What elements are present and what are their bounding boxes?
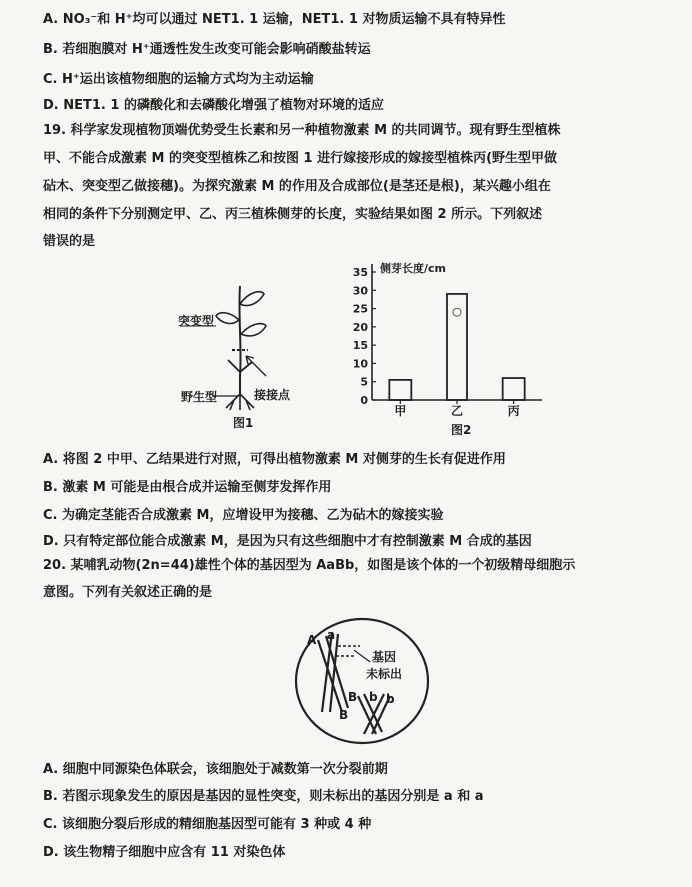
q19-stem-line-4: 相同的条件下分别测定甲、乙、丙三植株侧芽的长度，实验结果如图 2 所示。下列叙述 [43, 207, 543, 222]
leaf [240, 292, 264, 306]
note-pointer [354, 650, 370, 662]
q20-option-d: D. 该生物精子细胞中应含有 11 对染色体 [43, 845, 286, 860]
q19-option-c: C. 为确定茎能否合成激素 M，应增设甲为接穗、乙为砧木的嫁接实验 [43, 508, 444, 523]
leaf [216, 313, 239, 324]
q20-option-b: B. 若图示现象发生的原因是基因的显性突变，则未标出的基因分别是 a 和 a [43, 789, 484, 804]
gene-note-line-1: 基因 [372, 650, 397, 664]
y-tick-label: 35 [352, 266, 368, 279]
gene-b-2: b [386, 692, 395, 706]
gene-B-top: B [348, 690, 358, 704]
q20-option-c: C. 该细胞分裂后形成的精细胞基因型可能有 3 种或 4 种 [43, 817, 372, 832]
bar-3 [503, 378, 525, 400]
x-tick-label: 甲 [394, 404, 407, 418]
y-tick-label: 5 [360, 375, 368, 389]
q19-option-a: A. 将图 2 中甲、乙结果进行对照，可得出植物激素 M 对侧芽的生长有促进作用 [43, 452, 506, 467]
label-wild: 野生型 [181, 390, 218, 404]
q19-stem-line-1: 19. 科学家发现植物顶端优势受生长素和另一种植物激素 M 的共同调节。现有野生型植株 [43, 123, 561, 138]
q18-option-a: A. NO₃⁻和 H⁺均可以通过 NET1. 1 运输，NET1. 1 对物质运输不具有特异性 [43, 12, 506, 27]
q19-option-d: D. 只有特定部位能合成激素 M，是因为只有这些细胞中才有控制激素 M 合成的基因 [43, 534, 532, 549]
q20-option-a: A. 细胞中同源染色体联会，该细胞处于减数第一次分裂前期 [43, 762, 388, 777]
y-tick-label: 25 [352, 302, 368, 316]
q20-stem-line-2: 意图。下列有关叙述正确的是 [43, 585, 213, 600]
y-tick-label: 0 [360, 394, 368, 407]
x-tick-label: 丙 [507, 404, 520, 418]
figure1-caption: 图1 [233, 416, 254, 430]
q18-option-d: D. NET1. 1 的磷酸化和去磷酸化增强了植物对环境的适应 [43, 98, 384, 113]
q19-stem-line-2: 甲、不能合成激素 M 的突变型植株乙和按图 1 进行嫁接形成的嫁接型植株丙(野生型甲做 [43, 151, 558, 166]
q19-stem-line-3: 砧木、突变型乙做接穗)。为探究激素 M 的作用及合成部位(是茎还是根)，某兴趣小组在 [43, 179, 551, 194]
bar-2 [447, 294, 467, 400]
q18-option-c: C. H⁺运出该植物细胞的运输方式均为主动运输 [43, 72, 314, 87]
y-tick-label: 15 [352, 339, 368, 353]
y-tick-label: 10 [352, 357, 368, 371]
figure2-bar-chart [340, 258, 570, 418]
gene-A: A [307, 633, 317, 647]
q19-option-b: B. 激素 M 可能是由根合成并运输至侧芽发挥作用 [43, 480, 332, 495]
bar-mark [453, 308, 461, 316]
label-graft-point: 接接点 [254, 388, 291, 402]
q19-stem-line-5: 错误的是 [43, 234, 96, 249]
gene-B-bottom: B [339, 708, 349, 722]
y-tick-label: 20 [352, 320, 368, 334]
q20-stem-line-1: 20. 某哺乳动物(2n=44)雄性个体的基因型为 AaBb，如图是该个体的一个初级精母细胞示 [43, 558, 576, 573]
leaf [241, 324, 266, 336]
graft-pointer-arrow [246, 356, 266, 376]
gene-b-1: b [369, 690, 378, 704]
gene-a: a [327, 628, 336, 642]
label-mutant: 突变型 [178, 314, 215, 328]
gene-note-line-2: 未标出 [366, 667, 403, 681]
x-tick-label: 乙 [450, 404, 464, 418]
bar-1 [389, 380, 411, 400]
y-axis-label: 侧芽长度/cm [380, 262, 446, 275]
q18-option-b: B. 若细胞膜对 H⁺通透性发生改变可能会影响硝酸盐转运 [43, 42, 371, 57]
y-tick-label: 30 [352, 284, 368, 298]
figure2-caption: 图2 [451, 423, 472, 437]
